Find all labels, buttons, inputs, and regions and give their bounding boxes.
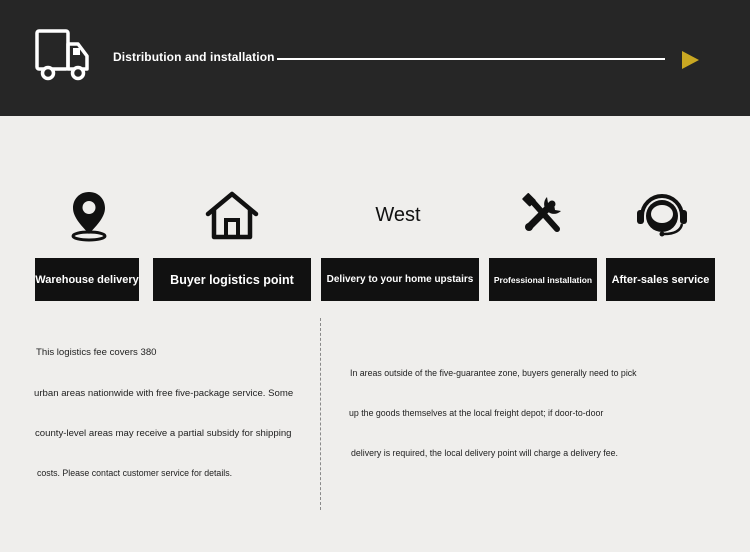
right-text-line: In areas outside of the five-guarantee zone, buyers generally need to pick bbox=[350, 368, 637, 378]
feature-label-after-sales-service: After-sales service bbox=[606, 258, 715, 301]
feature-label-warehouse-delivery: Warehouse delivery bbox=[35, 258, 139, 301]
feature-label-home-upstairs: Delivery to your home upstairs bbox=[321, 258, 479, 301]
left-text-line: costs. Please contact customer service for details. bbox=[37, 468, 233, 478]
header-bar bbox=[0, 0, 750, 116]
left-text-line: urban areas nationwide with free five-package service. Some bbox=[34, 388, 294, 399]
right-text-line: up the goods themselves at the local freight depot; if door-to-door bbox=[349, 408, 604, 418]
right-text-line: delivery is required, the local delivery point will charge a delivery fee. bbox=[351, 448, 618, 458]
vertical-dashed-divider bbox=[320, 318, 321, 510]
section-title: Distribution and installation bbox=[113, 50, 275, 64]
left-text-line: This logistics fee covers 380 bbox=[36, 347, 157, 358]
play-arrow-icon bbox=[682, 51, 699, 69]
feature-label-professional-installation: Professional installation bbox=[489, 258, 597, 301]
feature-label-buyer-logistics-point: Buyer logistics point bbox=[153, 258, 311, 301]
feature-icon-text: West bbox=[375, 204, 421, 226]
header-divider-line bbox=[277, 58, 665, 60]
left-text-line: county-level areas may receive a partial subsidy for shipping bbox=[35, 428, 292, 439]
location-pin-icon bbox=[70, 190, 108, 242]
tools-icon bbox=[521, 193, 565, 237]
delivery-truck-icon bbox=[34, 28, 90, 82]
house-icon bbox=[204, 190, 260, 240]
customer-service-headset-icon bbox=[634, 190, 690, 240]
